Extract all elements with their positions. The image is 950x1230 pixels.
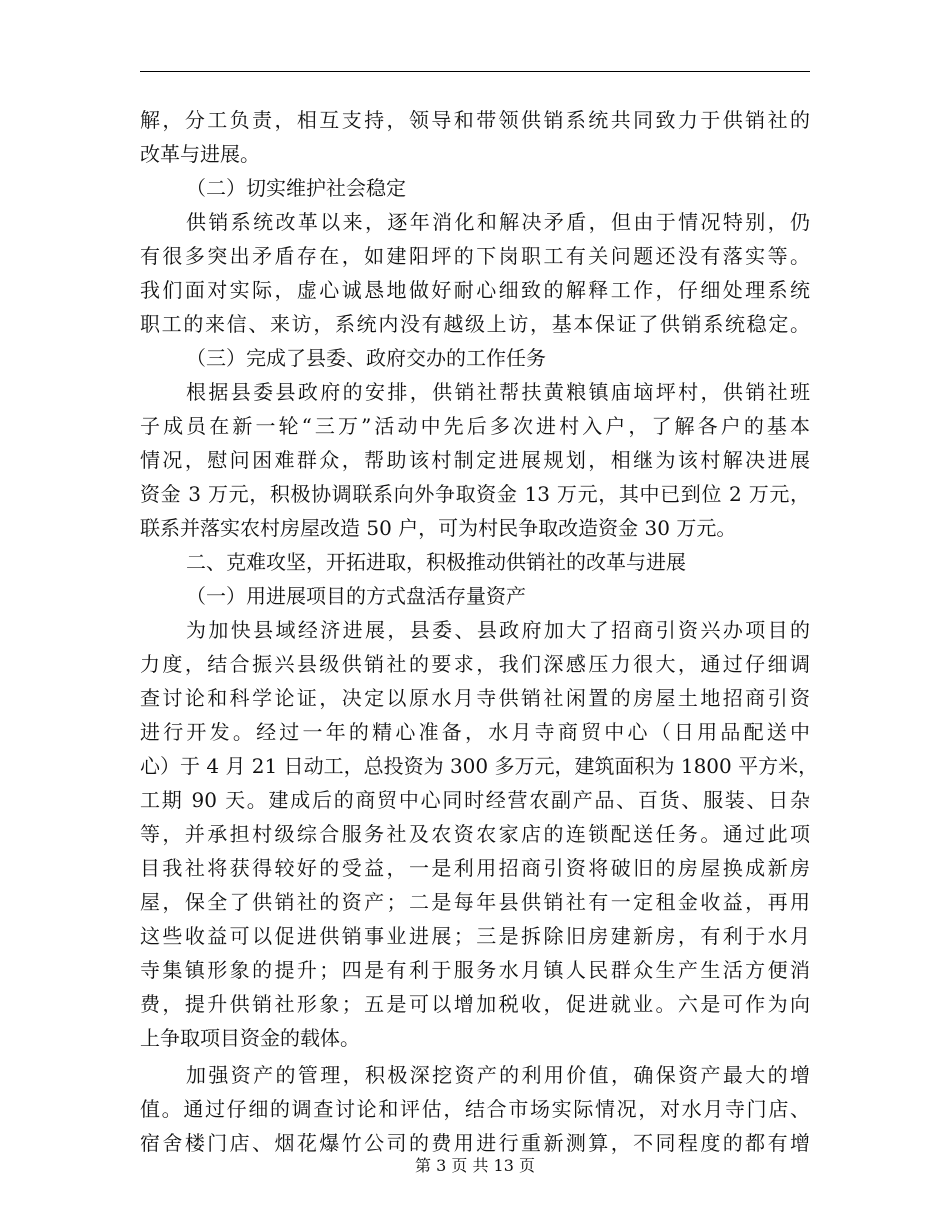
text-line: 力度，结合振兴县级供销社的要求，我们深感压力很大，通过仔细调 <box>140 652 810 676</box>
text-line: 目我社将获得较好的受益，一是利用招商引资将破旧的房屋换成新房 <box>140 856 810 880</box>
text-line: 这些收益可以促进供销事业进展；三是拆除旧房建新房，有利于水月 <box>140 924 810 948</box>
text-line: 进行开发。经过一年的精心准备，水月寺商贸中心（日用品配送中 <box>140 720 810 744</box>
text-line: 为加快县域经济进展，县委、县政府加大了招商引资兴办项目的 <box>186 618 810 642</box>
text-line: 费，提升供销社形象；五是可以增加税收，促进就业。六是可作为向 <box>140 992 810 1016</box>
text-line: 供销系统改革以来，逐年消化和解决矛盾，但由于情况特别，仍 <box>186 210 810 234</box>
text-line: 资金 3 万元，积极协调联系向外争取资金 13 万元，其中已到位 2 万元， <box>140 482 810 506</box>
text-line: 查讨论和科学论证，决定以原水月寺供销社闲置的房屋土地招商引资 <box>140 686 810 710</box>
text-line: 根据县委县政府的安排，供销社帮扶黄粮镇庙垴坪村，供销社班 <box>186 380 810 404</box>
text-line: 二、克难攻坚，开拓进取，积极推动供销社的改革与进展 <box>186 550 686 574</box>
text-line: 有很多突出矛盾存在，如建阳坪的下岗职工有关问题还没有落实等。 <box>140 244 810 268</box>
text-line: 寺集镇形象的提升；四是有利于服务水月镇人民群众生产生活方便消 <box>140 958 810 982</box>
page-footer <box>0 1156 950 1176</box>
text-line: 子成员在新一轮“三万”活动中先后多次进村入户，了解各户的基本 <box>140 414 810 438</box>
text-line: 职工的来信、来访，系统内没有越级上访，基本保证了供销系统稳定。 <box>140 312 810 336</box>
text-line: 联系并落实农村房屋改造 50 户，可为村民争取改造资金 30 万元。 <box>140 516 737 540</box>
text-line: 解，分工负责，相互支持，领导和带领供销系统共同致力于供销社的 <box>140 108 810 132</box>
text-line: （三）完成了县委、政府交办的工作任务 <box>186 346 546 370</box>
text-line: 改革与进展。 <box>140 142 260 166</box>
text-line: 情况，慰问困难群众，帮助该村制定进展规划，相继为该村解决进展 <box>140 448 810 472</box>
document-body <box>140 103 819 1160</box>
text-line: 工期 90 天。建成后的商贸中心同时经营农副产品、百货、服装、日杂 <box>140 788 810 812</box>
text-line: （二）切实维护社会稳定 <box>186 176 406 200</box>
text-line: 上争取项目资金的载体。 <box>140 1026 360 1050</box>
text-line: 值。通过仔细的调查讨论和评估，结合市场实际情况，对水月寺门店、 <box>140 1097 810 1121</box>
page-number-label: 第 3 页 共 13 页 <box>415 1156 535 1175</box>
text-line: 心）于 4 月 21 日动工，总投资为 300 多万元，建筑面积为 1800 平方米， <box>140 754 819 778</box>
text-line: 等，并承担村级综合服务社及农资农家店的连锁配送任务。通过此项 <box>140 822 810 846</box>
text-line: 屋，保全了供销社的资产；二是每年县供销社有一定租金收益，再用 <box>140 890 810 914</box>
text-line: 加强资产的管理，积极深挖资产的利用价值，确保资产最大的增 <box>186 1063 810 1087</box>
text-line: 我们面对实际，虚心诚恳地做好耐心细致的解释工作，仔细处理系统 <box>140 278 810 302</box>
text-line: 宿舍楼门店、烟花爆竹公司的费用进行重新测算，不同程度的都有增 <box>140 1131 810 1155</box>
header-rule <box>140 71 810 72</box>
text-line: （一）用进展项目的方式盘活存量资产 <box>186 584 526 608</box>
